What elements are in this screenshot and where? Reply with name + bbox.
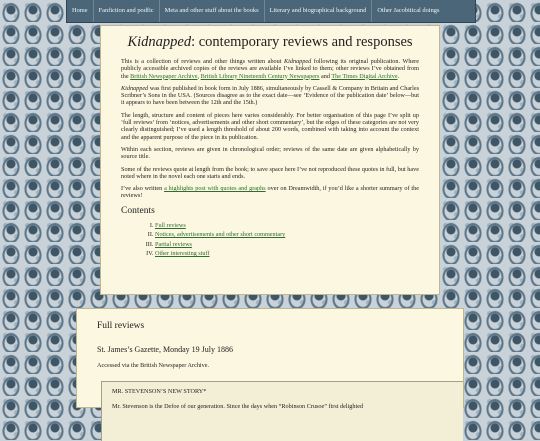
- intro-paragraph: [121, 58, 419, 80]
- text: ,: [197, 72, 201, 80]
- text: following its original publication. Where publicly accessible archived copies of the reviews are available I’ve linked to them; other reviews I’ve obtained from the: [121, 58, 419, 80]
- nav-fanfiction[interactable]: Fanfiction and podfic: [94, 0, 160, 22]
- section-heading: Full reviews: [97, 321, 145, 331]
- link-notices[interactable]: Notices, advertisements and other short commentary: [155, 231, 286, 239]
- text: and: [319, 72, 332, 80]
- title-em: Kidnapped: [127, 34, 192, 50]
- text-em: Kidnapped: [121, 84, 149, 92]
- access-note: Accessed via the British Newspaper Archive.: [97, 362, 210, 369]
- nav-jacobitical[interactable]: Other Jacobitical doings: [377, 7, 440, 14]
- main-card: [100, 25, 440, 295]
- text: I’ve also written: [121, 185, 165, 193]
- title-rest: : contemporary reviews and responses: [191, 34, 413, 50]
- quote-text: Mr. Stevenson is the Defoe of our generation. Since the days when “Robinson Crusoe” first delighted: [112, 403, 364, 410]
- contents-item: [155, 230, 419, 239]
- nav-home[interactable]: Home: [67, 0, 94, 22]
- full-reviews-section: [76, 308, 464, 408]
- contents-item: [155, 221, 419, 230]
- contents-item: [155, 249, 419, 258]
- link-british-library[interactable]: British Library Nineteenth Century Newspapers: [200, 72, 320, 80]
- link-other-stuff[interactable]: Other interesting stuff: [155, 249, 210, 257]
- page-title: [121, 34, 419, 51]
- order-paragraph: Within each section, reviews are given in chronological order; reviews of the same date are given alphabetically by source title.: [121, 145, 419, 161]
- text: was first published in book form in July 1886, simultaneously by Cassell & Company in Britain and Charles Scribner’s Sons in the USA. (Sources disagree as to the exact date—see ‘Evidence of the publication date’ below—but it appears to have been between the 12th and the 15th.): [121, 84, 419, 107]
- link-partial-reviews[interactable]: Partial reviews: [155, 240, 192, 248]
- link-times-archive[interactable]: The Times Digital Archive: [331, 72, 398, 80]
- contents-item: [155, 240, 419, 249]
- text-em: Kidnapped: [284, 58, 312, 65]
- link-full-reviews[interactable]: Full reviews: [155, 221, 186, 229]
- nav-meta[interactable]: Meta and other stuff about the books: [160, 0, 265, 22]
- link-british-newspaper-archive[interactable]: British Newspaper Archive: [130, 72, 198, 80]
- highlights-paragraph: [121, 185, 419, 200]
- text: This is a collection of reviews and other things written about: [121, 58, 285, 65]
- link-highlights-post[interactable]: a highlights post with quotes and graphs: [164, 185, 266, 193]
- review-quote-block: [101, 381, 463, 441]
- nav-literary[interactable]: Literary and biographical background: [265, 0, 373, 22]
- quote-heading: MR. STEVENSON’S NEW STORY*: [112, 388, 207, 395]
- top-nav: [66, 0, 476, 23]
- quotes-paragraph: Some of the reviews quote at length from the book; to save space here I’ve not reproduced these quotes in full, but have noted where in the novel each one starts and ends.: [121, 165, 419, 180]
- contents-list: [121, 221, 419, 259]
- text: over on Dreamwidth, if you’d like a shorter summary of the reviews!: [121, 185, 419, 200]
- contents-heading: Contents: [121, 205, 155, 216]
- text: .: [397, 72, 400, 80]
- review-source-heading: St. James’s Gazette, Monday 19 July 1886: [97, 345, 233, 354]
- publication-paragraph: [121, 85, 419, 107]
- structure-paragraph: The length, structure and content of pieces here varies considerably. For better organisation of this page I’ve split up ‘full reviews’ from ‘notices, advertisements and other short commentary’, but the edges of these categories are not very clearly distinguished; I’ve used a length threshold of about 200 words, combined with taking into account the context and the apparent purpose of the piece in its publication.: [121, 111, 419, 141]
